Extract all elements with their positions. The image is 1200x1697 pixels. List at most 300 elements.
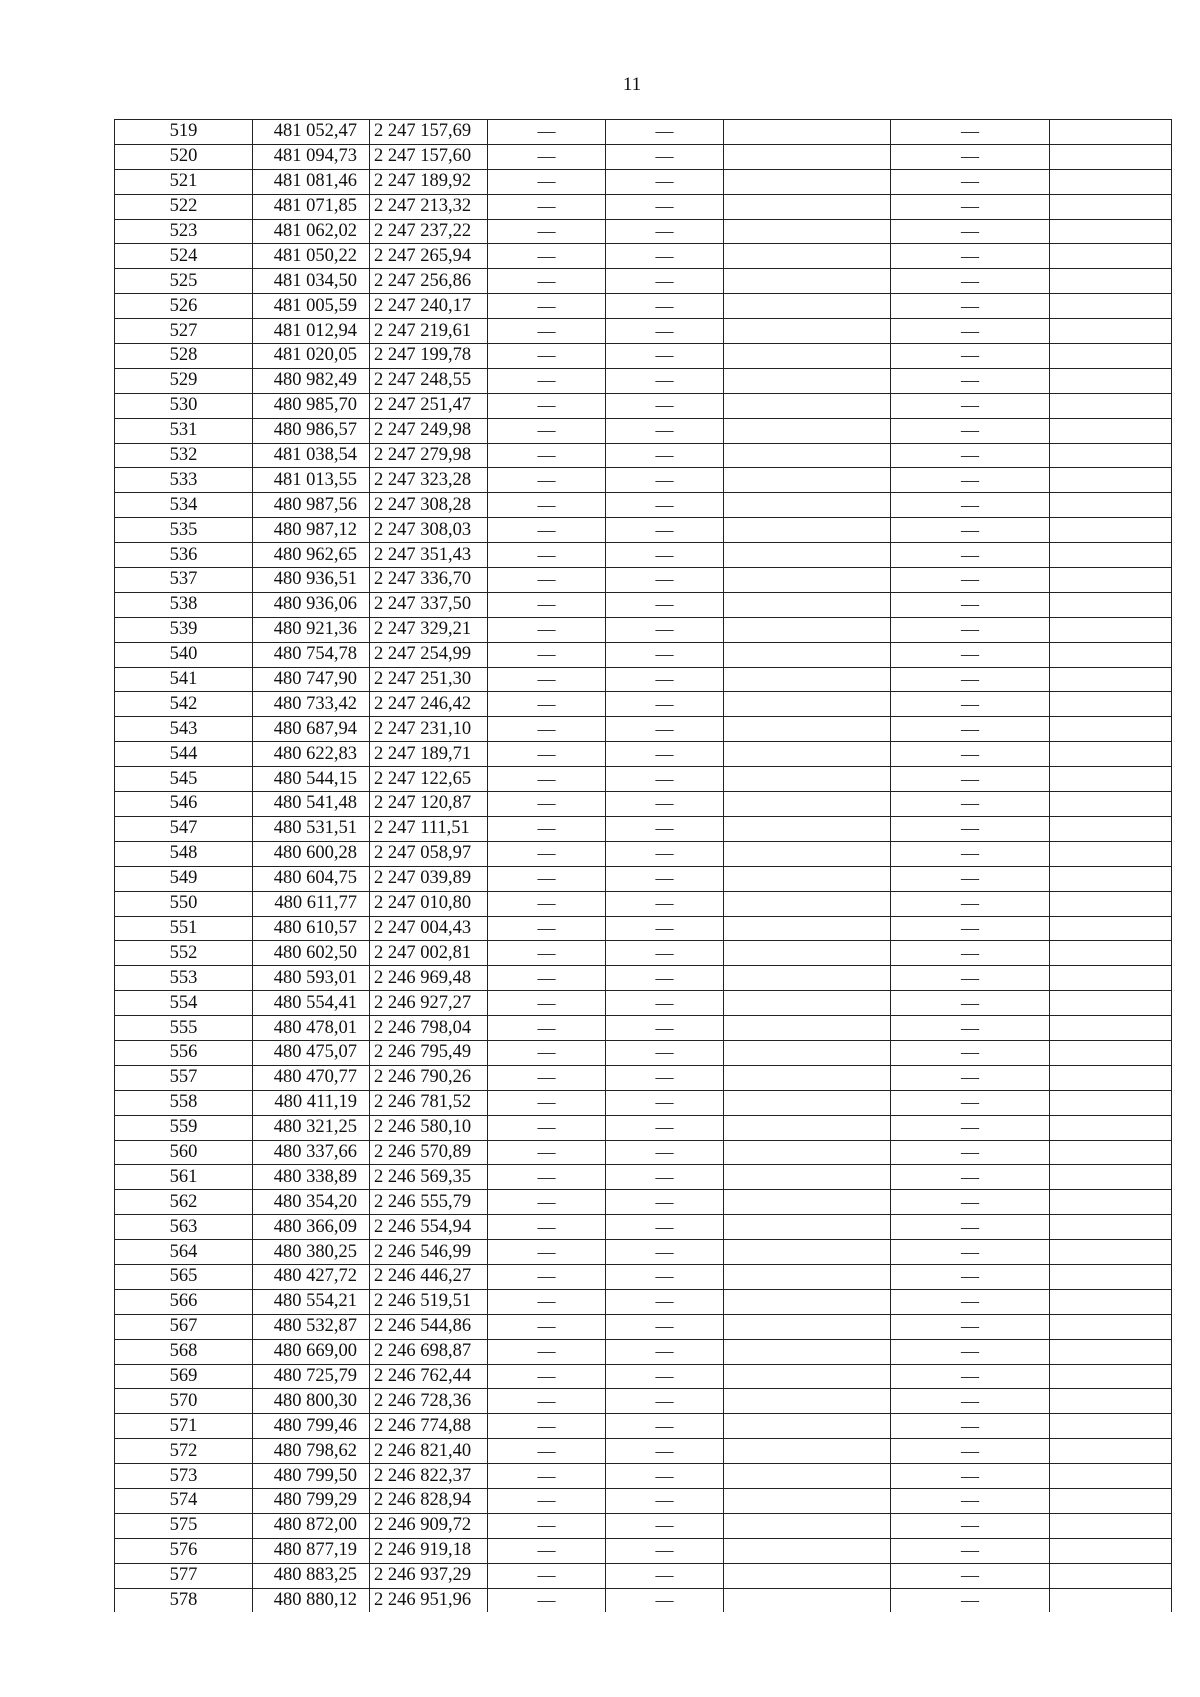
y-coordinate-cell: 2 246 969,48 <box>370 966 488 991</box>
dash-cell: — <box>606 1215 724 1240</box>
empty-cell <box>1050 493 1172 518</box>
dash-cell: — <box>488 941 606 966</box>
x-coordinate-cell: 480 883,25 <box>253 1563 370 1588</box>
dash-cell: — <box>488 767 606 792</box>
empty-cell <box>724 841 891 866</box>
x-coordinate-cell: 480 354,20 <box>253 1190 370 1215</box>
table-row <box>115 169 1172 194</box>
empty-cell <box>724 1314 891 1339</box>
empty-cell <box>724 344 891 369</box>
dash-cell: — <box>606 891 724 916</box>
table-row <box>115 144 1172 169</box>
empty-cell <box>1050 692 1172 717</box>
point-number-cell: 566 <box>115 1289 253 1314</box>
x-coordinate-cell: 480 338,89 <box>253 1165 370 1190</box>
y-coordinate-cell: 2 247 122,65 <box>370 767 488 792</box>
table-row <box>115 468 1172 493</box>
table-row <box>115 866 1172 891</box>
dash-cell: — <box>606 1090 724 1115</box>
y-coordinate-cell: 2 246 790,26 <box>370 1065 488 1090</box>
dash-cell: — <box>488 1215 606 1240</box>
dash-cell: — <box>488 1140 606 1165</box>
empty-cell <box>1050 1464 1172 1489</box>
x-coordinate-cell: 481 052,47 <box>253 120 370 145</box>
x-coordinate-cell: 481 020,05 <box>253 344 370 369</box>
y-coordinate-cell: 2 247 189,71 <box>370 742 488 767</box>
dash-cell: — <box>488 1165 606 1190</box>
y-coordinate-cell: 2 246 822,37 <box>370 1464 488 1489</box>
y-coordinate-cell: 2 247 308,03 <box>370 518 488 543</box>
dash-cell: — <box>891 1488 1050 1513</box>
x-coordinate-cell: 480 600,28 <box>253 841 370 866</box>
x-coordinate-cell: 480 799,50 <box>253 1464 370 1489</box>
dash-cell: — <box>891 866 1050 891</box>
empty-cell <box>1050 891 1172 916</box>
empty-cell <box>724 1439 891 1464</box>
dash-cell: — <box>488 493 606 518</box>
dash-cell: — <box>488 568 606 593</box>
dash-cell: — <box>488 1488 606 1513</box>
dash-cell: — <box>488 543 606 568</box>
dash-cell: — <box>606 443 724 468</box>
table-row <box>115 692 1172 717</box>
dash-cell: — <box>606 393 724 418</box>
y-coordinate-cell: 2 246 774,88 <box>370 1414 488 1439</box>
dash-cell: — <box>488 194 606 219</box>
y-coordinate-cell: 2 247 256,86 <box>370 269 488 294</box>
dash-cell: — <box>891 1364 1050 1389</box>
dash-cell: — <box>891 792 1050 817</box>
dash-cell: — <box>891 244 1050 269</box>
empty-cell <box>724 244 891 269</box>
y-coordinate-cell: 2 246 828,94 <box>370 1488 488 1513</box>
empty-cell <box>724 1339 891 1364</box>
empty-cell <box>1050 1090 1172 1115</box>
dash-cell: — <box>606 717 724 742</box>
table-row <box>115 1165 1172 1190</box>
dash-cell: — <box>606 617 724 642</box>
x-coordinate-cell: 481 050,22 <box>253 244 370 269</box>
empty-cell <box>724 891 891 916</box>
empty-cell <box>724 1414 891 1439</box>
point-number-cell: 545 <box>115 767 253 792</box>
x-coordinate-cell: 480 610,57 <box>253 916 370 941</box>
dash-cell: — <box>891 518 1050 543</box>
x-coordinate-cell: 480 604,75 <box>253 866 370 891</box>
point-number-cell: 530 <box>115 393 253 418</box>
empty-cell <box>1050 667 1172 692</box>
dash-cell: — <box>606 219 724 244</box>
empty-cell <box>1050 866 1172 891</box>
dash-cell: — <box>606 1240 724 1265</box>
point-number-cell: 529 <box>115 368 253 393</box>
dash-cell: — <box>488 1090 606 1115</box>
point-number-cell: 569 <box>115 1364 253 1389</box>
point-number-cell: 533 <box>115 468 253 493</box>
empty-cell <box>724 144 891 169</box>
x-coordinate-cell: 480 872,00 <box>253 1513 370 1538</box>
y-coordinate-cell: 2 247 231,10 <box>370 717 488 742</box>
table-row <box>115 1289 1172 1314</box>
dash-cell: — <box>891 717 1050 742</box>
y-coordinate-cell: 2 246 909,72 <box>370 1513 488 1538</box>
y-coordinate-cell: 2 246 544,86 <box>370 1314 488 1339</box>
y-coordinate-cell: 2 247 237,22 <box>370 219 488 244</box>
dash-cell: — <box>488 1563 606 1588</box>
dash-cell: — <box>606 269 724 294</box>
x-coordinate-cell: 481 013,55 <box>253 468 370 493</box>
point-number-cell: 574 <box>115 1488 253 1513</box>
empty-cell <box>1050 941 1172 966</box>
dash-cell: — <box>891 617 1050 642</box>
y-coordinate-cell: 2 246 446,27 <box>370 1264 488 1289</box>
dash-cell: — <box>891 891 1050 916</box>
dash-cell: — <box>606 742 724 767</box>
point-number-cell: 539 <box>115 617 253 642</box>
dash-cell: — <box>891 1588 1050 1612</box>
point-number-cell: 542 <box>115 692 253 717</box>
dash-cell: — <box>488 1016 606 1041</box>
y-coordinate-cell: 2 246 698,87 <box>370 1339 488 1364</box>
dash-cell: — <box>606 568 724 593</box>
empty-cell <box>1050 1588 1172 1612</box>
point-number-cell: 526 <box>115 294 253 319</box>
y-coordinate-cell: 2 247 251,30 <box>370 667 488 692</box>
y-coordinate-cell: 2 247 199,78 <box>370 344 488 369</box>
dash-cell: — <box>891 493 1050 518</box>
dash-cell: — <box>488 1240 606 1265</box>
dash-cell: — <box>606 991 724 1016</box>
empty-cell <box>1050 368 1172 393</box>
dash-cell: — <box>488 966 606 991</box>
dash-cell: — <box>891 841 1050 866</box>
y-coordinate-cell: 2 247 336,70 <box>370 568 488 593</box>
y-coordinate-cell: 2 246 821,40 <box>370 1439 488 1464</box>
x-coordinate-cell: 480 798,62 <box>253 1439 370 1464</box>
dash-cell: — <box>488 667 606 692</box>
dash-cell: — <box>606 543 724 568</box>
empty-cell <box>724 1240 891 1265</box>
empty-cell <box>724 1464 891 1489</box>
dash-cell: — <box>891 1563 1050 1588</box>
dash-cell: — <box>606 1439 724 1464</box>
table-row <box>115 1215 1172 1240</box>
empty-cell <box>724 742 891 767</box>
dash-cell: — <box>891 1065 1050 1090</box>
empty-cell <box>1050 991 1172 1016</box>
dash-cell: — <box>606 1414 724 1439</box>
dash-cell: — <box>488 1513 606 1538</box>
empty-cell <box>1050 1513 1172 1538</box>
empty-cell <box>1050 1016 1172 1041</box>
x-coordinate-cell: 480 611,77 <box>253 891 370 916</box>
empty-cell <box>1050 319 1172 344</box>
dash-cell: — <box>606 1115 724 1140</box>
x-coordinate-cell: 480 478,01 <box>253 1016 370 1041</box>
table-row <box>115 617 1172 642</box>
dash-cell: — <box>891 393 1050 418</box>
dash-cell: — <box>606 1538 724 1563</box>
dash-cell: — <box>891 1538 1050 1563</box>
y-coordinate-cell: 2 247 279,98 <box>370 443 488 468</box>
point-number-cell: 571 <box>115 1414 253 1439</box>
dash-cell: — <box>891 1289 1050 1314</box>
table-row <box>115 1588 1172 1612</box>
table-row <box>115 1264 1172 1289</box>
dash-cell: — <box>891 1140 1050 1165</box>
dash-cell: — <box>891 1414 1050 1439</box>
dash-cell: — <box>891 667 1050 692</box>
point-number-cell: 551 <box>115 916 253 941</box>
table-row <box>115 568 1172 593</box>
empty-cell <box>724 667 891 692</box>
y-coordinate-cell: 2 246 781,52 <box>370 1090 488 1115</box>
dash-cell: — <box>891 742 1050 767</box>
y-coordinate-cell: 2 247 039,89 <box>370 866 488 891</box>
point-number-cell: 564 <box>115 1240 253 1265</box>
empty-cell <box>1050 1414 1172 1439</box>
table-row <box>115 767 1172 792</box>
point-number-cell: 555 <box>115 1016 253 1041</box>
dash-cell: — <box>488 418 606 443</box>
empty-cell <box>724 543 891 568</box>
point-number-cell: 523 <box>115 219 253 244</box>
dash-cell: — <box>606 1513 724 1538</box>
empty-cell <box>724 294 891 319</box>
dash-cell: — <box>606 866 724 891</box>
empty-cell <box>1050 742 1172 767</box>
dash-cell: — <box>891 767 1050 792</box>
x-coordinate-cell: 480 544,15 <box>253 767 370 792</box>
point-number-cell: 554 <box>115 991 253 1016</box>
table-row <box>115 219 1172 244</box>
dash-cell: — <box>891 1090 1050 1115</box>
x-coordinate-cell: 480 877,19 <box>253 1538 370 1563</box>
y-coordinate-cell: 2 247 058,97 <box>370 841 488 866</box>
table-row <box>115 1439 1172 1464</box>
dash-cell: — <box>606 418 724 443</box>
dash-cell: — <box>891 1040 1050 1065</box>
x-coordinate-cell: 480 411,19 <box>253 1090 370 1115</box>
table-row <box>115 1538 1172 1563</box>
x-coordinate-cell: 480 475,07 <box>253 1040 370 1065</box>
y-coordinate-cell: 2 247 265,94 <box>370 244 488 269</box>
dash-cell: — <box>488 294 606 319</box>
table-row <box>115 816 1172 841</box>
y-coordinate-cell: 2 246 728,36 <box>370 1389 488 1414</box>
empty-cell <box>724 1165 891 1190</box>
point-number-cell: 550 <box>115 891 253 916</box>
dash-cell: — <box>488 1414 606 1439</box>
table-row <box>115 1115 1172 1140</box>
point-number-cell: 527 <box>115 319 253 344</box>
point-number-cell: 572 <box>115 1439 253 1464</box>
table-row <box>115 742 1172 767</box>
empty-cell <box>724 692 891 717</box>
point-number-cell: 556 <box>115 1040 253 1065</box>
empty-cell <box>724 393 891 418</box>
dash-cell: — <box>891 269 1050 294</box>
point-number-cell: 521 <box>115 169 253 194</box>
table-row <box>115 194 1172 219</box>
y-coordinate-cell: 2 246 795,49 <box>370 1040 488 1065</box>
empty-cell <box>1050 767 1172 792</box>
point-number-cell: 528 <box>115 344 253 369</box>
empty-cell <box>1050 244 1172 269</box>
dash-cell: — <box>891 1165 1050 1190</box>
table-row <box>115 319 1172 344</box>
dash-cell: — <box>606 792 724 817</box>
empty-cell <box>1050 344 1172 369</box>
empty-cell <box>1050 1339 1172 1364</box>
empty-cell <box>724 319 891 344</box>
empty-cell <box>724 617 891 642</box>
y-coordinate-cell: 2 247 337,50 <box>370 592 488 617</box>
empty-cell <box>724 493 891 518</box>
point-number-cell: 520 <box>115 144 253 169</box>
dash-cell: — <box>488 120 606 145</box>
dash-cell: — <box>488 1289 606 1314</box>
x-coordinate-cell: 481 005,59 <box>253 294 370 319</box>
y-coordinate-cell: 2 247 120,87 <box>370 792 488 817</box>
empty-cell <box>724 1090 891 1115</box>
dash-cell: — <box>488 368 606 393</box>
dash-cell: — <box>606 319 724 344</box>
x-coordinate-cell: 480 986,57 <box>253 418 370 443</box>
dash-cell: — <box>488 1264 606 1289</box>
empty-cell <box>1050 543 1172 568</box>
table-row <box>115 393 1172 418</box>
empty-cell <box>1050 1563 1172 1588</box>
empty-cell <box>1050 966 1172 991</box>
dash-cell: — <box>891 1190 1050 1215</box>
y-coordinate-cell: 2 247 251,47 <box>370 393 488 418</box>
dash-cell: — <box>488 1065 606 1090</box>
dash-cell: — <box>891 468 1050 493</box>
empty-cell <box>1050 1115 1172 1140</box>
empty-cell <box>1050 468 1172 493</box>
empty-cell <box>1050 1190 1172 1215</box>
table-row <box>115 344 1172 369</box>
dash-cell: — <box>606 194 724 219</box>
x-coordinate-cell: 480 622,83 <box>253 742 370 767</box>
empty-cell <box>1050 219 1172 244</box>
y-coordinate-cell: 2 246 580,10 <box>370 1115 488 1140</box>
dash-cell: — <box>891 443 1050 468</box>
y-coordinate-cell: 2 246 570,89 <box>370 1140 488 1165</box>
dash-cell: — <box>488 468 606 493</box>
empty-cell <box>724 1016 891 1041</box>
point-number-cell: 544 <box>115 742 253 767</box>
table-row <box>115 667 1172 692</box>
dash-cell: — <box>606 493 724 518</box>
y-coordinate-cell: 2 246 554,94 <box>370 1215 488 1240</box>
empty-cell <box>1050 518 1172 543</box>
dash-cell: — <box>891 319 1050 344</box>
point-number-cell: 561 <box>115 1165 253 1190</box>
dash-cell: — <box>606 1165 724 1190</box>
empty-cell <box>724 1588 891 1612</box>
y-coordinate-cell: 2 247 351,43 <box>370 543 488 568</box>
empty-cell <box>724 194 891 219</box>
dash-cell: — <box>891 418 1050 443</box>
empty-cell <box>1050 1215 1172 1240</box>
empty-cell <box>724 269 891 294</box>
empty-cell <box>1050 1389 1172 1414</box>
coordinates-table-body <box>115 120 1172 1613</box>
dash-cell: — <box>891 1264 1050 1289</box>
point-number-cell: 573 <box>115 1464 253 1489</box>
table-row <box>115 991 1172 1016</box>
dash-cell: — <box>488 891 606 916</box>
point-number-cell: 543 <box>115 717 253 742</box>
y-coordinate-cell: 2 247 249,98 <box>370 418 488 443</box>
y-coordinate-cell: 2 246 951,96 <box>370 1588 488 1612</box>
x-coordinate-cell: 481 071,85 <box>253 194 370 219</box>
dash-cell: — <box>606 518 724 543</box>
point-number-cell: 567 <box>115 1314 253 1339</box>
dash-cell: — <box>606 1190 724 1215</box>
table-row <box>115 518 1172 543</box>
empty-cell <box>724 1040 891 1065</box>
empty-cell <box>724 1364 891 1389</box>
table-row <box>115 1140 1172 1165</box>
dash-cell: — <box>488 219 606 244</box>
dash-cell: — <box>606 468 724 493</box>
empty-cell <box>1050 617 1172 642</box>
empty-cell <box>724 418 891 443</box>
dash-cell: — <box>606 244 724 269</box>
dash-cell: — <box>606 816 724 841</box>
empty-cell <box>724 169 891 194</box>
x-coordinate-cell: 480 669,00 <box>253 1339 370 1364</box>
x-coordinate-cell: 481 062,02 <box>253 219 370 244</box>
x-coordinate-cell: 481 038,54 <box>253 443 370 468</box>
dash-cell: — <box>488 991 606 1016</box>
table-row <box>115 1190 1172 1215</box>
x-coordinate-cell: 480 987,56 <box>253 493 370 518</box>
point-number-cell: 522 <box>115 194 253 219</box>
empty-cell <box>724 1115 891 1140</box>
x-coordinate-cell: 480 532,87 <box>253 1314 370 1339</box>
point-number-cell: 553 <box>115 966 253 991</box>
point-number-cell: 562 <box>115 1190 253 1215</box>
x-coordinate-cell: 480 593,01 <box>253 966 370 991</box>
empty-cell <box>724 518 891 543</box>
y-coordinate-cell: 2 246 762,44 <box>370 1364 488 1389</box>
dash-cell: — <box>606 667 724 692</box>
empty-cell <box>1050 642 1172 667</box>
x-coordinate-cell: 480 321,25 <box>253 1115 370 1140</box>
table-row <box>115 1464 1172 1489</box>
dash-cell: — <box>606 1563 724 1588</box>
dash-cell: — <box>488 1190 606 1215</box>
x-coordinate-cell: 480 427,72 <box>253 1264 370 1289</box>
dash-cell: — <box>606 642 724 667</box>
table-row <box>115 294 1172 319</box>
empty-cell <box>724 1389 891 1414</box>
dash-cell: — <box>606 592 724 617</box>
point-number-cell: 538 <box>115 592 253 617</box>
x-coordinate-cell: 480 921,36 <box>253 617 370 642</box>
point-number-cell: 536 <box>115 543 253 568</box>
empty-cell <box>1050 1264 1172 1289</box>
dash-cell: — <box>891 916 1050 941</box>
dash-cell: — <box>891 592 1050 617</box>
dash-cell: — <box>606 1264 724 1289</box>
empty-cell <box>724 1289 891 1314</box>
y-coordinate-cell: 2 247 004,43 <box>370 916 488 941</box>
